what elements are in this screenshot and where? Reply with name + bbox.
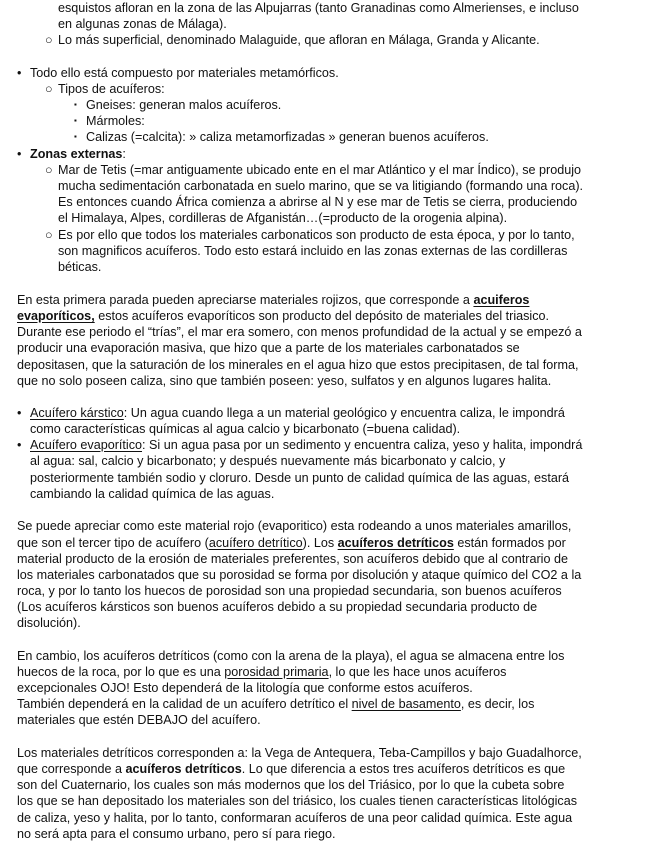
- tetis-line: Es entonces cuando África comienza a abrirse al N y ese mar de Tetis se cierra, produciendo: [58, 195, 578, 209]
- term-acuiferos-detriticos: acuíferos detríticos: [337, 536, 454, 550]
- para1-line2: [17, 308, 549, 324]
- term-acuiferos: acuiferos: [473, 293, 530, 307]
- term-evaporitico: Acuífero evaporítico: [30, 438, 143, 452]
- para4-line: son del Cuaternario, los cuales son más modernos que los del Triásico, por lo que la cubeta sobre: [17, 778, 565, 792]
- para2-line: los materiales carbonatados que su porosidad se forma por disolución y ataque químico del CO2 a la: [17, 568, 582, 582]
- carbonate-line: béticas.: [58, 260, 102, 274]
- para3-text: huecos de la roca, por lo que es una: [17, 665, 225, 679]
- intro-item1-line1: esquistos afloran en la zona de las Alpujarras (tanto Granadinas como Almerienses, e incluso: [58, 1, 579, 15]
- para4-line2: [17, 761, 565, 777]
- para3-line1: En cambio, los acuíferos detríticos (como con la arena de la playa), el agua se almacena entre los: [17, 649, 565, 663]
- evap-line: posteriormente también sodio y cloruro. Desde un punto de calidad química de las aguas, estará: [30, 471, 570, 485]
- term-karst: Acuífero kárstico: [30, 406, 124, 420]
- circle-bullet-icon: ○: [45, 163, 53, 177]
- square-bullet-icon: ▪: [74, 100, 77, 109]
- para4-line: de caliza, yeso y halita, por lo tanto, conformaran acuíferos de una peor calidad química. Este agua: [17, 811, 573, 825]
- karst-line1: [30, 405, 565, 421]
- carbonate-line: son magnificos acuíferos. Todo esto estará incluido en las zonas externas de las cordilleras: [58, 244, 568, 258]
- para2-line: (Los acuíferos kársticos son buenos acuíferos debido a su propiedad secundaria producto de: [17, 600, 538, 614]
- para1-line: producir una evaporación masiva, que hizo que a parte de los materiales carbonatados se: [17, 341, 520, 355]
- para3-line5: materiales que estén DEBAJO del acuífero.: [17, 713, 261, 727]
- type-marble: Mármoles:: [86, 114, 145, 128]
- para2-line2: [17, 535, 566, 551]
- external-zones-title: Zonas externas: [30, 147, 123, 161]
- para3-line4: [17, 696, 534, 712]
- karst-line2: como características químicas al agua calcio y bicarbonato (=buena calidad).: [30, 422, 461, 436]
- external-zones-colon: :: [122, 147, 126, 161]
- term-acuiferos-detriticos-bold: acuíferos detríticos: [125, 762, 242, 776]
- para3-text: , lo que les hace unos acuíferos: [328, 665, 507, 679]
- para1-line: que no solo poseen caliza, sino que también poseen: yeso, sulfatos y en algunos lugares halita.: [17, 374, 552, 388]
- para1-text: estos acuíferos evaporíticos son producto del depósito de materiales del triasico.: [94, 309, 550, 323]
- carbonate-line: Es por ello que todos los materiales carbonaticos son producto de esta época, y por lo tanto,: [58, 228, 575, 242]
- bullet-icon: •: [17, 147, 22, 161]
- para4-line: no será apta para el consumo urbano, pero sí para riego.: [17, 827, 336, 841]
- term-porosidad-primaria: porosidad primaria: [224, 665, 329, 679]
- tetis-line: Mar de Tetis (=mar antiguamente ubicado ente en el mar Atlántico y el mar Índico), se produjo: [58, 163, 582, 177]
- aquifer-types-heading: Tipos de acuíferos:: [58, 82, 165, 96]
- para3-text: , es decir, los: [460, 697, 535, 711]
- type-gneiss: Gneises: generan malos acuíferos.: [86, 98, 282, 112]
- tetis-line: mucha sedimentación carbonatada en suelo marino, que se va litigiando (formando una roca).: [58, 179, 584, 193]
- type-limestone: Calizas (=calcita): » caliza metamorfizadas » generan buenos acuíferos.: [86, 130, 489, 144]
- para2-text: ). Los: [302, 536, 338, 550]
- term-nivel-basamento: nivel de basamento: [351, 697, 461, 711]
- para4-text: . Lo que diferencia a estos tres acuíferos detríticos es que: [241, 762, 566, 776]
- term-acuifero-detritico: acuífero detrítico: [208, 536, 303, 550]
- para1-line: Durante ese periodo el “trías”, el mar era somero, con menos profundidad de la actual y se empezó a: [17, 325, 582, 339]
- tetis-line: el Himalaya, Alpes, cordilleras de Afganistán…(=producto de la orogenia alpina).: [58, 211, 508, 225]
- para2-line: disolución).: [17, 616, 81, 630]
- external-zones-heading: [30, 146, 126, 162]
- para2-line: roca, y por lo tanto los huecos de porosidad son una propiedad secundaria, son buenos acuíferos: [17, 584, 562, 598]
- para1-line: depositasen, que la saturación de los minerales en el agua hizo que estos precipitasen, de tal forma,: [17, 358, 579, 372]
- para1-text: En esta primera parada pueden apreciarse materiales rojizos, que corresponde a: [17, 293, 474, 307]
- circle-bullet-icon: ○: [45, 33, 53, 47]
- para1-line1: [17, 292, 529, 308]
- term-evaporiticos: evaporíticos,: [17, 309, 95, 323]
- para3-line3: excepcionales OJO! Esto dependerá de la litología que conforme estos acuíferos.: [17, 681, 473, 695]
- metamorphic-bullet: Todo ello está compuesto por materiales metamórficos.: [30, 66, 339, 80]
- karst-text: : Un agua cuando llega a un material geológico y encuentra caliza, le impondrá: [123, 406, 565, 420]
- para4-line1: Los materiales detríticos corresponden a: la Vega de Antequera, Teba-Campillos y bajo Guadalhorce,: [17, 746, 582, 760]
- para2-line: material producto de la erosión de materiales preferentes, son acuíferos debido que al contrario de: [17, 552, 568, 566]
- para4-text: que corresponde a: [17, 762, 126, 776]
- para2-line1: Se puede apreciar como este material rojo (evaporitico) esta rodeando a unos materiales amarillos,: [17, 519, 572, 533]
- para2-text: están formados por: [453, 536, 566, 550]
- bullet-icon: •: [17, 406, 22, 420]
- evap-line: al agua: sal, calcio y bicarbonato; y después nuevamente más bicarbonato y calcio, y: [30, 454, 506, 468]
- intro-item1-line2: en algunas zonas de Málaga).: [58, 17, 227, 31]
- evap-line: cambiando la calidad química de las aguas.: [30, 487, 275, 501]
- bullet-icon: •: [17, 66, 22, 80]
- intro-item2: Lo más superficial, denominado Malaguide, que afloran en Málaga, Granda y Alicante.: [58, 33, 540, 47]
- square-bullet-icon: ▪: [74, 132, 77, 141]
- bullet-icon: •: [17, 438, 22, 452]
- evap-text: : Si un agua pasa por un sedimento y encuentra caliza, yeso y halita, impondrá: [142, 438, 583, 452]
- para4-line: los que se han depositado los materiales son del triásico, los cuales tienen características litológicas: [17, 794, 578, 808]
- circle-bullet-icon: ○: [45, 82, 53, 96]
- para2-text: que son el tercer tipo de acuífero (: [17, 536, 209, 550]
- para3-text: También dependerá en la calidad de un acuífero detrítico el: [17, 697, 352, 711]
- evap-line1: [30, 437, 582, 453]
- circle-bullet-icon: ○: [45, 228, 53, 242]
- para3-line2: [17, 664, 506, 680]
- square-bullet-icon: ▪: [74, 116, 77, 125]
